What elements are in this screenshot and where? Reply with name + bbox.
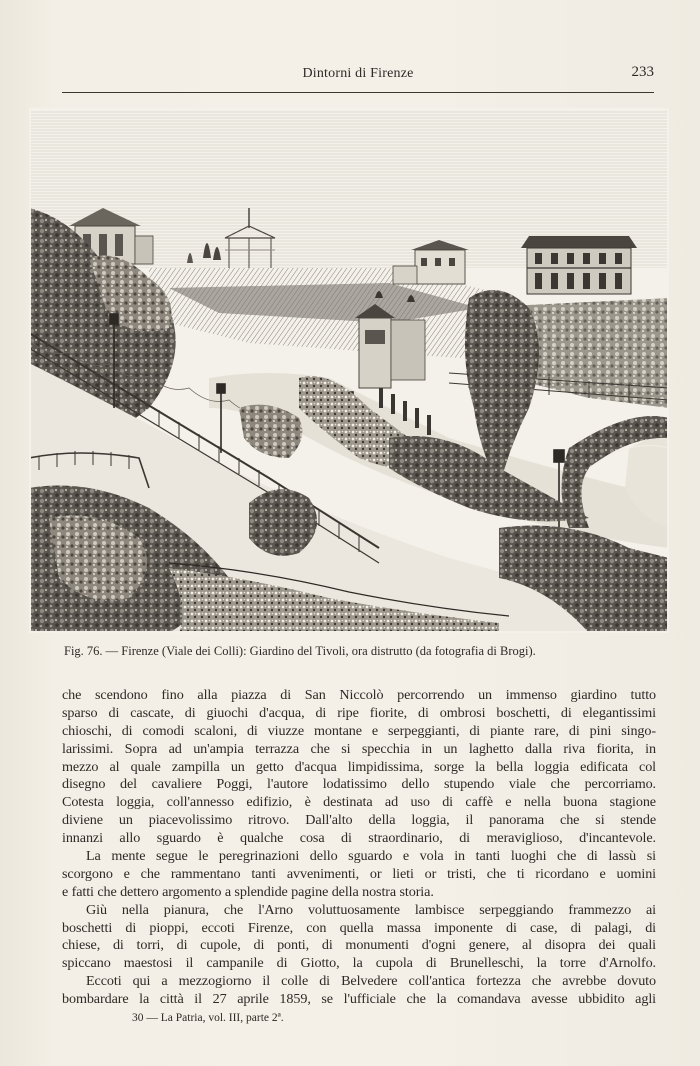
running-title: Dintorni di Firenze <box>302 66 414 81</box>
garden-engraving-illustration <box>29 108 669 633</box>
body-line: larissimi. Sopra ad un'ampia terrazza che si specchia in un laghetto dalla riva fiorita, in <box>62 740 656 757</box>
body-line: scorgono e che rammentano tanti avvenimenti, or lieti or tristi, che ti ricordano e uomini <box>62 865 656 882</box>
body-line: disegno del cavaliere Poggi, l'autore lodatissimo dello stupendo viale che percorriamo. <box>62 776 656 793</box>
body-line: chioschi, di comodi scaloni, di viuzze montane e serpeggianti, di piante rare, di pini singo- <box>62 722 656 739</box>
figure-caption: Fig. 76. — Firenze (Viale dei Colli): Giardino del Tivoli, ora distrutto (da fotografia di Brogi). <box>64 644 536 658</box>
page-number: 233 <box>631 64 654 80</box>
body-line: Eccoti qui a mezzogiorno il colle di Belvedere coll'antica fortezza che avrebbe dovuto <box>86 973 656 990</box>
body-line: mezzo al quale zampilla un getto d'acqua limpidissima, sorge la bella loggia edificata col <box>62 758 656 775</box>
body-line: Cotesta loggia, coll'annesso edifizio, è destinata ad uso di caffè e nella buona stagione <box>62 794 656 811</box>
body-line: che scendono fino alla piazza di San Niccolò percorrendo un immenso giardino tutto <box>62 687 656 703</box>
body-line: diviene un piacevolissimo ritrovo. Dall'alto della loggia, il panorama che si stende <box>62 812 656 829</box>
body-line: chiese, di torri, di cupole, di ponti, di monumenti d'ogni genere, al disopra dei quali <box>62 937 656 954</box>
body-line: bombardare la città il 27 aprile 1859, se l'ufficiale che la comandava avesse ubbidito agli <box>62 991 656 1008</box>
body-line: e fatti che dettero argomento a splendide pagine della nostra storia. <box>62 883 434 900</box>
body-line: Giù nella pianura, che l'Arno voluttuosamente lambisce serpeggiando frammezzo ai <box>86 901 656 918</box>
body-line: spiccano maestosi il campanile di Giotto, la cupola di Brunelleschi, la torre d'Arnolfo. <box>62 955 656 972</box>
running-header <box>62 62 654 93</box>
body-text <box>62 687 656 1009</box>
body-line: innanzi allo sguardo è qualche cosa di straordinario, di meraviglioso, d'incantevole. <box>62 830 656 847</box>
body-line: sparso di cascate, di giuochi d'acqua, di ripe fiorite, di ombrosi boschetti, di elegantissimi <box>62 704 656 721</box>
printer-signature: 30 — La Patria, vol. III, parte 2ª. <box>132 1012 284 1024</box>
body-line: boschetti di pioppi, eccoti Firenze, con quella massa imponente di case, di palagi, di <box>62 919 656 936</box>
right-chalet <box>521 236 637 294</box>
engraving-plate <box>29 108 669 633</box>
body-line: La mente segue le peregrinazioni dello sguardo e vola in tanti luoghi che di lassù si <box>86 848 656 865</box>
